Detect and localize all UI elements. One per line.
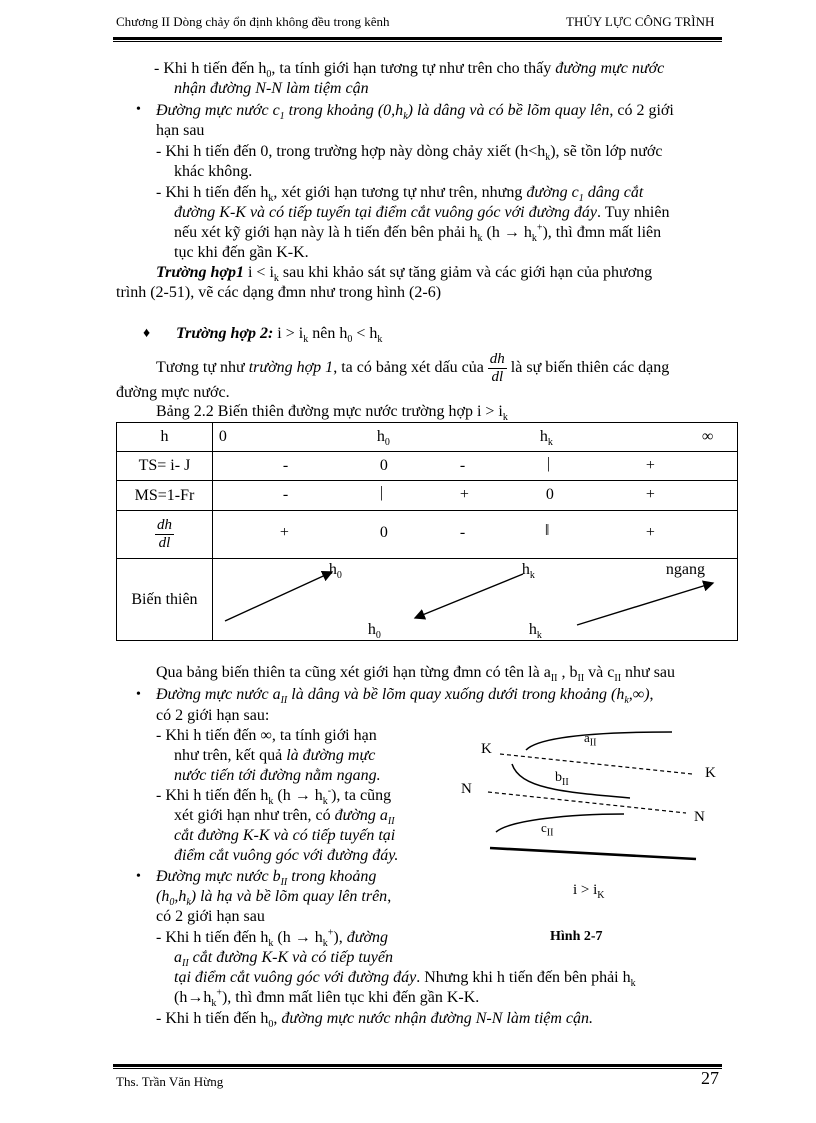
figure-condition: $i > i_K$	[573, 882, 605, 901]
para-line: như trên, kết quả là đường mực	[174, 747, 376, 764]
footer-rule-thin	[113, 1068, 722, 1069]
para-line: tục khi đến gần K-K.	[174, 244, 309, 261]
label-k-right: K	[705, 765, 716, 781]
kk-line	[500, 754, 692, 774]
footer-rule	[113, 1064, 722, 1067]
table-cell: - | + 0 +	[212, 481, 737, 511]
para-line: Đường mực nước $a_{II}$ là dâng và bề lõm quay xuống dưới trong khoảng $(h_k,\infty)$,	[156, 686, 654, 707]
para-line: xét giới hạn như trên, có đường $a_{II}$	[174, 807, 395, 828]
para-line: $a_{II}$ cắt đường K-K và có tiếp tuyến	[174, 949, 393, 970]
para-line: - Khi h tiến đến $h_k$, xét giới hạn tương tự như trên, nhưng đường $c_1$ dâng cắt	[156, 184, 644, 205]
para-line: Qua bảng biến thiên ta cũng xét giới hạn từng đmn có tên là $a_{II}$ , $b_{II}$ và $c_{II}$ như sau	[156, 664, 676, 685]
variation-table	[116, 422, 738, 641]
label-aII: $a_{II}$	[584, 730, 597, 749]
para-line: đường mực nước.	[116, 384, 230, 401]
header-rule	[113, 37, 722, 40]
table-cell: 0 $h_0$ $h_k$ ∞	[212, 423, 737, 452]
variation-arrows	[213, 559, 739, 641]
para-line: Trường hợp 2: $i > i_k$ nên $h_0 < h_k$	[176, 325, 383, 346]
figure-caption: Hình 2-7	[550, 929, 603, 944]
para-line: hạn sau	[156, 122, 205, 139]
para-line: Tương tự như trường hợp 1, ta có bảng xét dấu của $\frac{dh}{dl}$ là sự biến thiên các dạng	[156, 350, 670, 385]
para-line: Đường mực nước $b_{II}$ trong khoảng	[156, 868, 377, 889]
para-line: - Khi h tiến đến ∞, ta tính giới hạn	[156, 727, 377, 744]
table-cell: MS=1-Fr	[117, 481, 213, 511]
footer-author: Ths. Trần Văn Hừng	[116, 1074, 224, 1089]
table-cell: $\frac{dh}{dl}$	[117, 511, 213, 559]
para-line: - Khi h tiến đến $h_0$, ta tính giới hạn tương tự như trên cho thấy đường mực nước	[154, 60, 665, 81]
bullet-dot: •	[136, 102, 141, 117]
para-line: - Khi h tiến đến 0, trong trường hợp này dòng chảy xiết $(h<h_k)$, sẽ tồn lớp nước	[156, 143, 663, 164]
para-line: - Khi h tiến đến $h_k$ $(h \to h_k^-)$, ta cũng	[156, 785, 392, 808]
header-rule-thin	[113, 41, 722, 42]
label-cII: $c_{II}$	[541, 820, 554, 839]
para-line: có 2 giới hạn sau:	[156, 707, 270, 724]
para-line: - Khi h tiến đến $h_0$, đường mực nước nhận đường N-N làm tiệm cận.	[156, 1010, 594, 1031]
table-cell: + 0 - ‖ +	[212, 511, 737, 559]
page-number: 27	[701, 1068, 719, 1088]
table-cell: $h_0$ $h_k$ ngang $h_0$ $h_k$	[212, 559, 737, 641]
para-line: cắt đường K-K và có tiếp tuyến tại	[174, 827, 396, 844]
para-line: điểm cắt vuông góc với đường đáy.	[174, 847, 399, 864]
para-line: nếu xét kỹ giới hạn này là h tiến đến bên phải $h_k$ $(h \to h_k^+)$, thì đmn mất liên	[174, 222, 662, 245]
bullet-dot: •	[136, 869, 141, 884]
table-cell: Biến thiên	[117, 559, 213, 641]
para-line: có 2 giới hạn sau	[156, 908, 265, 925]
para-line: Đường mực nước $c_1$ trong khoảng $(0,h_k)$ là dâng và có bề lõm quay lên, có 2 giới	[156, 102, 674, 123]
label-k-left: K	[481, 741, 492, 757]
label-n-left: N	[461, 781, 472, 797]
table-caption: Bảng 2.2 Biến thiên đường mực nước trường hợp $i > i_k$	[156, 403, 508, 424]
para-line: khác không.	[174, 163, 253, 180]
para-line: đường K-K và có tiếp tuyến tại điểm cắt vuông góc với đường đáy. Tuy nhiên	[174, 204, 670, 221]
bullet-diamond: ♦	[143, 326, 151, 341]
para-line: nước tiến tới đường nằm ngang.	[174, 767, 381, 784]
bullet-dot: •	[136, 687, 141, 702]
para-line: trình (2-51), vẽ các dạng đmn như trong hình (2-6)	[116, 284, 442, 301]
para-line: - Khi h tiến đến $h_k$ $(h \to h_k^+)$, đường	[156, 927, 388, 950]
arrow-down-2	[415, 574, 523, 618]
para-line: tại điểm cắt vuông góc với đường đáy. Nhưng khi h tiến đến bên phải $h_k$	[174, 969, 636, 990]
para-line: $(h\to h_k^+)$, thì đmn mất liên tục khi đến gần K-K.	[174, 987, 480, 1010]
table-cell: TS= i- J	[117, 452, 213, 481]
table-cell: h	[117, 423, 213, 452]
para-line: Trường hợp1 $i < i_k$ sau khi khảo sát sự tăng giảm và các giới hạn của phương	[156, 264, 653, 285]
para-line: nhận đường N-N làm tiệm cận	[174, 80, 369, 97]
table-cell: - 0 - | +	[212, 452, 737, 481]
bed-line	[490, 848, 696, 859]
label-n-right: N	[694, 809, 705, 825]
nn-line	[488, 792, 686, 813]
para-line: $(h_0,h_k)$ là hạ và bề lõm quay lên trên,	[156, 888, 392, 909]
curve-bII	[512, 764, 630, 798]
curve-aII	[526, 732, 672, 750]
arrow-up-3	[577, 583, 713, 625]
header-subject: THỦY LỰC CÔNG TRÌNH	[566, 14, 715, 29]
fraction-dh-dl: $\frac{dh}{dl}$	[489, 350, 505, 385]
header-chapter: Chương II Dòng chảy ổn định không đều trong kênh	[116, 14, 390, 29]
arrow-up-1	[225, 572, 332, 621]
curve-cII	[496, 814, 624, 832]
label-bII: $b_{II}$	[555, 770, 569, 788]
